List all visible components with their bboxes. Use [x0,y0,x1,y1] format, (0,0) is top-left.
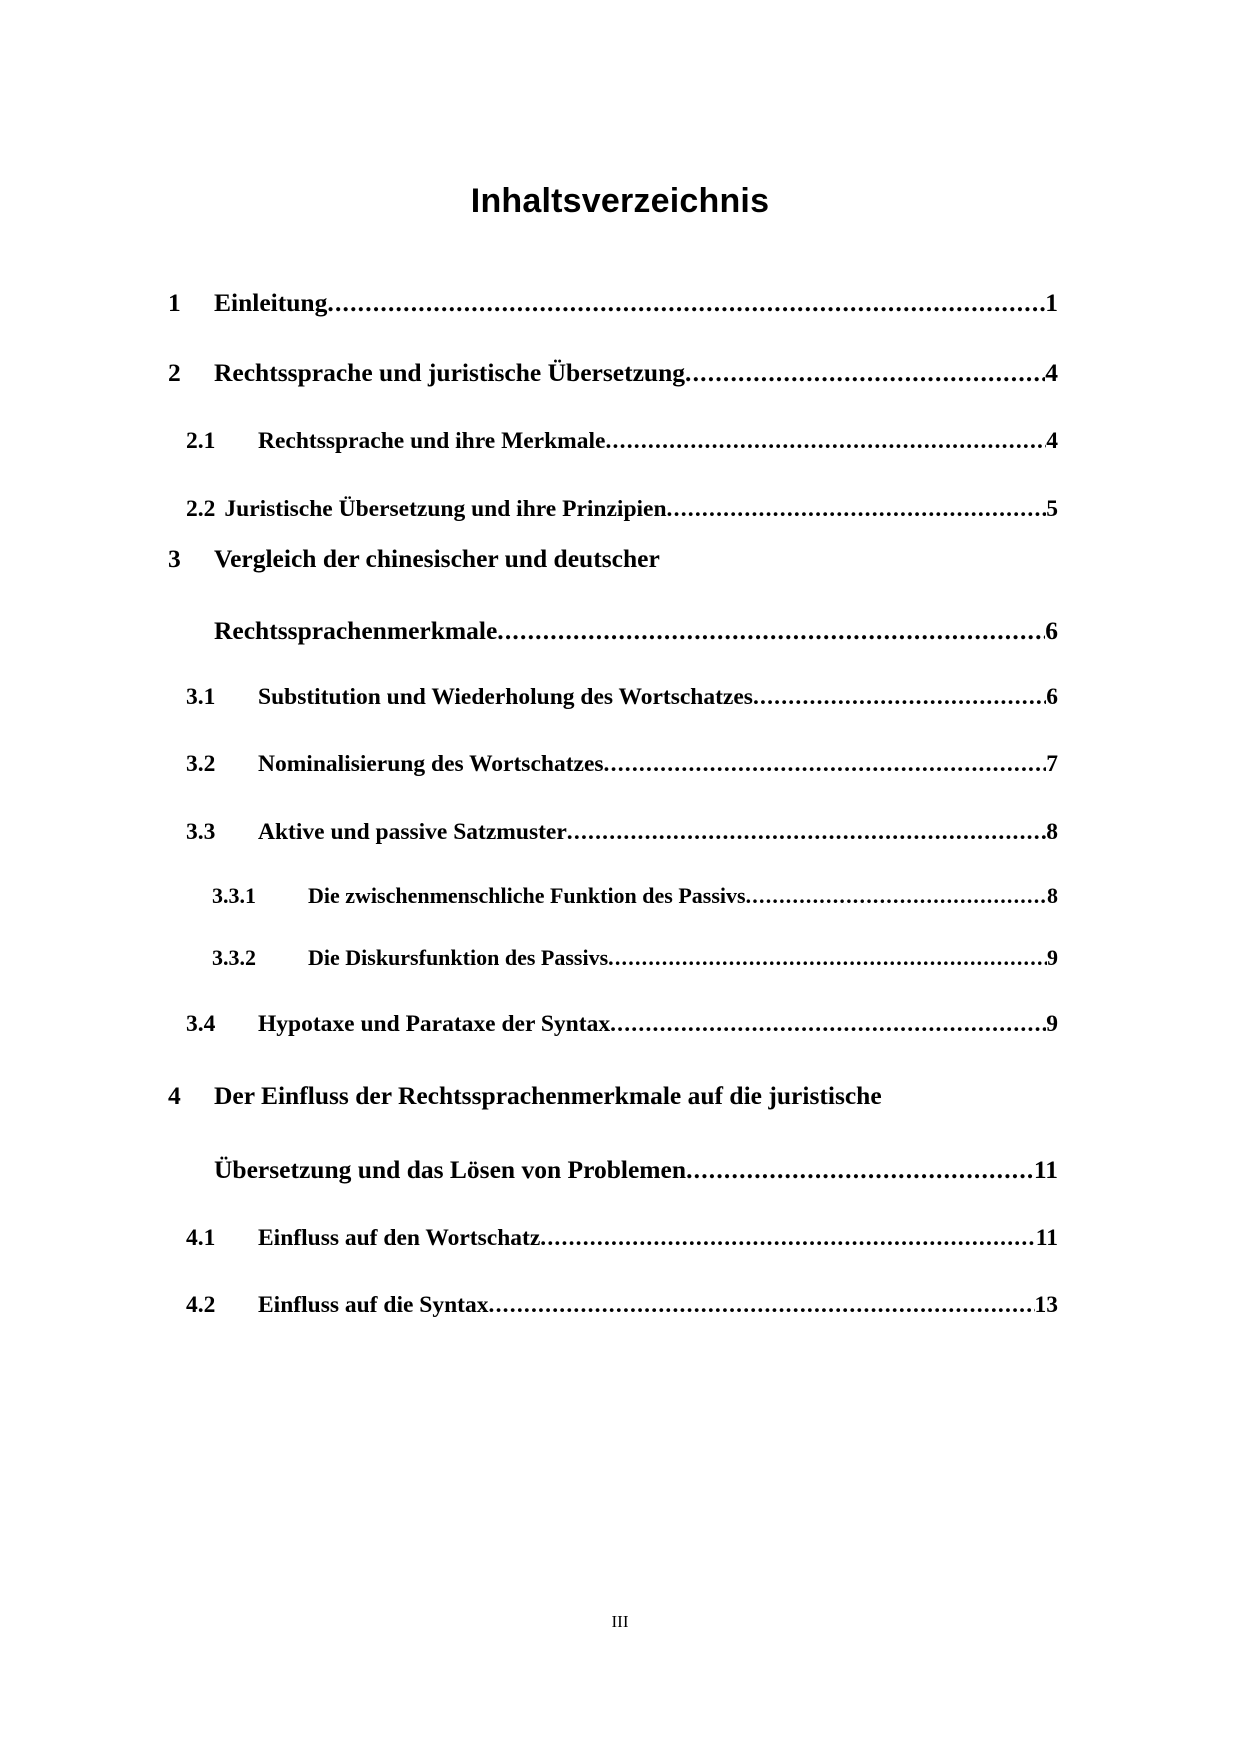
toc-entry-label: Hypotaxe und Parataxe der Syntax [258,1010,611,1037]
toc-entry-number: 3.3.2 [212,944,256,970]
toc-entry-page-number: 11 [1035,1224,1058,1251]
toc-entry[interactable] [168,358,1058,388]
toc-entry-label: Aktive und passive Satzmuster [258,819,567,846]
toc-entry-number: 3.3.1 [212,882,256,908]
toc-entry-page-number: 7 [1046,751,1058,778]
toc-entry-number: 4 [168,1080,181,1110]
toc-entry-number: 2.1 [186,428,216,455]
toc-leader-dots [489,1292,1035,1320]
toc-entry-page-number: 9 [1046,1010,1058,1037]
toc-entry-page-number: 4 [1045,358,1058,388]
toc-entry-label: Einfluss auf die Syntax [258,1292,489,1319]
toc-entry-number: 3.2 [186,751,216,778]
toc-entry-number: 2 [168,358,181,388]
toc-entry-label: Rechtssprachenmerkmale [214,615,498,645]
toc-entry[interactable] [168,1155,1058,1185]
toc-leader-dots [746,883,1047,909]
toc-entry-label: Rechtssprache und juristische Übersetzung [214,358,686,388]
toc-entry-label: Rechtssprache und ihre Merkmale [258,428,606,455]
page-title: Inhaltsverzeichnis [470,182,770,220]
toc-entry-page-number: 9 [1047,944,1058,970]
toc-entry-number: 3 [168,543,181,573]
toc-entry[interactable] [168,883,1058,909]
toc-entry-label: Vergleich der chinesischer und deutscher [214,543,660,573]
toc-entry[interactable] [168,751,1058,779]
toc-leader-dots [608,945,1047,971]
toc-entry-page-number: 8 [1047,882,1058,908]
toc-leader-dots [540,1225,1036,1253]
toc-entry-number: 3.4 [186,1010,216,1037]
footer-page-number: III [611,1612,629,1631]
toc-entry-page-number: 4 [1046,428,1058,455]
toc-entry-label: Die Diskursfunktion des Passivs [308,944,609,970]
toc-entry-page-number: 11 [1033,1154,1058,1184]
toc-entry-page-number: 13 [1034,1292,1058,1319]
toc-entry-page-number: 1 [1045,288,1058,317]
toc-entry[interactable] [168,544,1058,574]
toc-leader-dots [686,1155,1034,1185]
toc-entry-label: Substitution und Wiederholung des Wortschatzes [258,683,753,710]
toc-entry[interactable] [168,1292,1058,1320]
toc-entry[interactable] [168,819,1058,847]
toc-entry-label: Nominalisierung des Wortschatzes [258,751,604,778]
toc-entry-page-number: 8 [1046,819,1058,846]
toc-entry[interactable] [168,428,1058,456]
toc-entry-label: Übersetzung und das Lösen von Problemen [214,1154,687,1184]
toc-entry[interactable] [168,616,1058,646]
toc-entry-number: 4.1 [186,1224,216,1251]
toc-entry-label: Juristische Übersetzung und ihre Prinzipien [224,495,667,522]
toc-entry[interactable] [168,288,1058,318]
toc-leader-dots [497,616,1045,646]
toc-entry[interactable] [168,945,1058,971]
toc-entry-page-number: 6 [1046,683,1058,710]
toc-entry-page-number: 6 [1045,615,1058,645]
toc-entry-label: Die zwischenmenschliche Funktion des Passivs [308,882,746,908]
toc-entry-page-number: 5 [1046,495,1058,522]
toc-entry-number: 3.3 [186,819,216,846]
toc-entry[interactable] [168,496,1058,524]
toc-entry-number: 1 [168,288,181,317]
toc-entry-label: Einleitung [214,288,328,317]
table-of-contents [168,288,1058,1320]
toc-leader-dots [605,428,1046,456]
toc-leader-dots [610,1011,1046,1039]
toc-entry-number: 4.2 [186,1292,216,1319]
toc-entry[interactable] [168,684,1058,712]
toc-leader-dots [667,496,1047,524]
toc-entry[interactable] [168,1225,1058,1253]
toc-entry[interactable] [168,1081,1058,1111]
toc-leader-dots [685,358,1045,388]
toc-leader-dots [567,819,1046,847]
toc-leader-dots [604,751,1047,779]
toc-entry-label: Einfluss auf den Wortschatz [258,1224,541,1251]
toc-entry[interactable] [168,1011,1058,1039]
toc-entry-number: 3.1 [186,683,216,710]
toc-leader-dots [753,684,1046,712]
toc-entry-label: Der Einfluss der Rechtssprachenmerkmale auf die juristische [214,1080,882,1110]
toc-entry-number: 2.2 [186,495,216,522]
toc-leader-dots [327,288,1045,318]
